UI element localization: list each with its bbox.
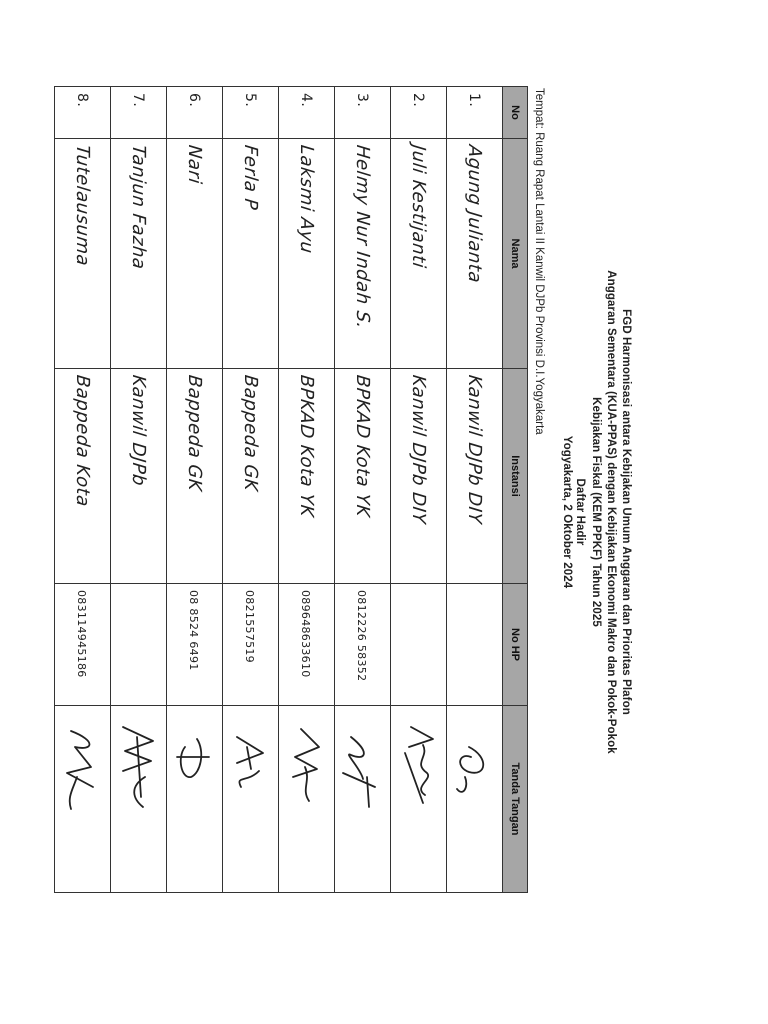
row-instansi-text: BPKAD Kota YK <box>296 373 317 519</box>
row-nama <box>223 139 279 369</box>
row-instansi-text: Kanwil DJPb DIY <box>464 373 485 525</box>
row-no-hp-text: 08 8524 6491 <box>187 590 201 671</box>
row-tanda-tangan <box>55 706 111 893</box>
row-tanda-tangan <box>111 706 167 893</box>
signature-image <box>394 712 444 822</box>
row-tanda-tangan <box>167 706 223 893</box>
signature-image <box>114 712 164 822</box>
row-instansi-text: Bappeda GK <box>184 373 205 493</box>
row-nama <box>167 139 223 369</box>
row-no-text: 7. <box>130 93 147 108</box>
row-nama-text: Tutelausuma <box>72 143 93 268</box>
header-instansi: Instansi <box>503 369 528 584</box>
table-row <box>279 87 335 893</box>
doc-date: Yogyakarta, 2 Oktober 2024 <box>561 435 573 589</box>
table-row <box>447 87 503 893</box>
row-nama <box>111 139 167 369</box>
row-instansi-text: Kanwil DJPb <box>128 373 149 488</box>
row-nama-text: Agung Julianta <box>464 143 485 285</box>
row-no-hp <box>223 584 279 706</box>
row-no-hp-text: 0812226 58352 <box>355 590 369 682</box>
row-no <box>223 87 279 139</box>
table-body <box>55 87 503 893</box>
header-tanda-tangan: Tanda Tangan <box>503 706 528 893</box>
row-no-text: 2. <box>410 93 427 108</box>
row-no-hp <box>447 584 503 706</box>
table-row <box>391 87 447 893</box>
row-no-hp <box>391 584 447 706</box>
signature-image <box>282 712 332 822</box>
row-no-text: 6. <box>186 93 203 108</box>
row-tanda-tangan <box>335 706 391 893</box>
row-nama-text: Juli Kestijanti <box>408 143 429 270</box>
header-nama: Nama <box>503 139 528 369</box>
row-nama <box>279 139 335 369</box>
row-instansi <box>279 369 335 584</box>
row-no <box>279 87 335 139</box>
row-instansi <box>223 369 279 584</box>
row-instansi <box>335 369 391 584</box>
doc-subtitle-line-3: Kebijakan Fiskal (KEM PPKF) Tahun 2025 <box>590 397 602 627</box>
header-no-hp: No HP <box>503 584 528 706</box>
row-no <box>447 87 503 139</box>
row-nama-text: Nari <box>184 143 205 186</box>
row-no-hp <box>167 584 223 706</box>
row-tanda-tangan <box>223 706 279 893</box>
signature-image <box>170 712 220 822</box>
row-nama <box>55 139 111 369</box>
signature-image <box>338 712 388 822</box>
row-no-hp <box>55 584 111 706</box>
row-instansi <box>447 369 503 584</box>
row-no-text: 1. <box>466 93 483 108</box>
row-no <box>335 87 391 139</box>
row-nama-text: Ferla P <box>240 143 261 212</box>
row-no-text: 3. <box>354 93 371 108</box>
row-instansi-text: BPKAD Kota YK <box>352 373 373 519</box>
row-instansi <box>391 369 447 584</box>
row-no <box>391 87 447 139</box>
row-instansi-text: Bappeda Kota <box>72 373 93 508</box>
row-nama <box>391 139 447 369</box>
row-no-hp-text: 083114945186 <box>75 590 89 678</box>
table-row <box>335 87 391 893</box>
table-row <box>223 87 279 893</box>
signature-image <box>450 712 500 822</box>
doc-place: Tempat: Ruang Rapat Lantai II Kanwil DJPb Provinsi D.I.Yogyakarta <box>533 88 545 435</box>
row-nama-text: Tanjun Fazha <box>128 143 149 271</box>
row-no-text: 4. <box>298 93 315 108</box>
row-tanda-tangan <box>447 706 503 893</box>
signature-image <box>58 712 108 822</box>
table-row <box>111 87 167 893</box>
row-instansi <box>55 369 111 584</box>
row-no-text: 5. <box>242 93 259 108</box>
attendance-table <box>54 86 528 893</box>
row-no-text: 8. <box>74 93 91 108</box>
row-instansi <box>167 369 223 584</box>
doc-subtitle-line-2: Anggaran Sementara (KUA-PPAS) dengan Kebijakan Ekonomi Makro dan Pokok-Pokok <box>605 270 617 754</box>
row-tanda-tangan <box>279 706 335 893</box>
doc-title: Daftar Hadir <box>574 478 586 546</box>
row-no <box>55 87 111 139</box>
row-nama-text: Helmy Nur Indah S. <box>352 143 373 331</box>
row-nama-text: Laksmi Ayu <box>296 143 317 255</box>
row-no-hp <box>335 584 391 706</box>
row-instansi-text: Kanwil DJPb DIY <box>408 373 429 525</box>
table-row <box>55 87 111 893</box>
row-nama <box>335 139 391 369</box>
row-no-hp-text: 0821557519 <box>243 590 257 663</box>
doc-subtitle-line-1: FGD Harmonisasi antara Kebijakan Umum Anggaran dan Prioritas Plafon <box>620 309 632 715</box>
row-nama <box>447 139 503 369</box>
row-no-hp-text: 089648633610 <box>299 590 313 678</box>
header-no: No <box>503 87 528 139</box>
row-tanda-tangan <box>391 706 447 893</box>
signature-image <box>226 712 276 822</box>
row-no <box>167 87 223 139</box>
table-header-row <box>503 87 528 893</box>
row-no-hp <box>279 584 335 706</box>
row-instansi-text: Bappeda GK <box>240 373 261 493</box>
row-no <box>111 87 167 139</box>
row-no-hp <box>111 584 167 706</box>
table-row <box>167 87 223 893</box>
row-instansi <box>111 369 167 584</box>
